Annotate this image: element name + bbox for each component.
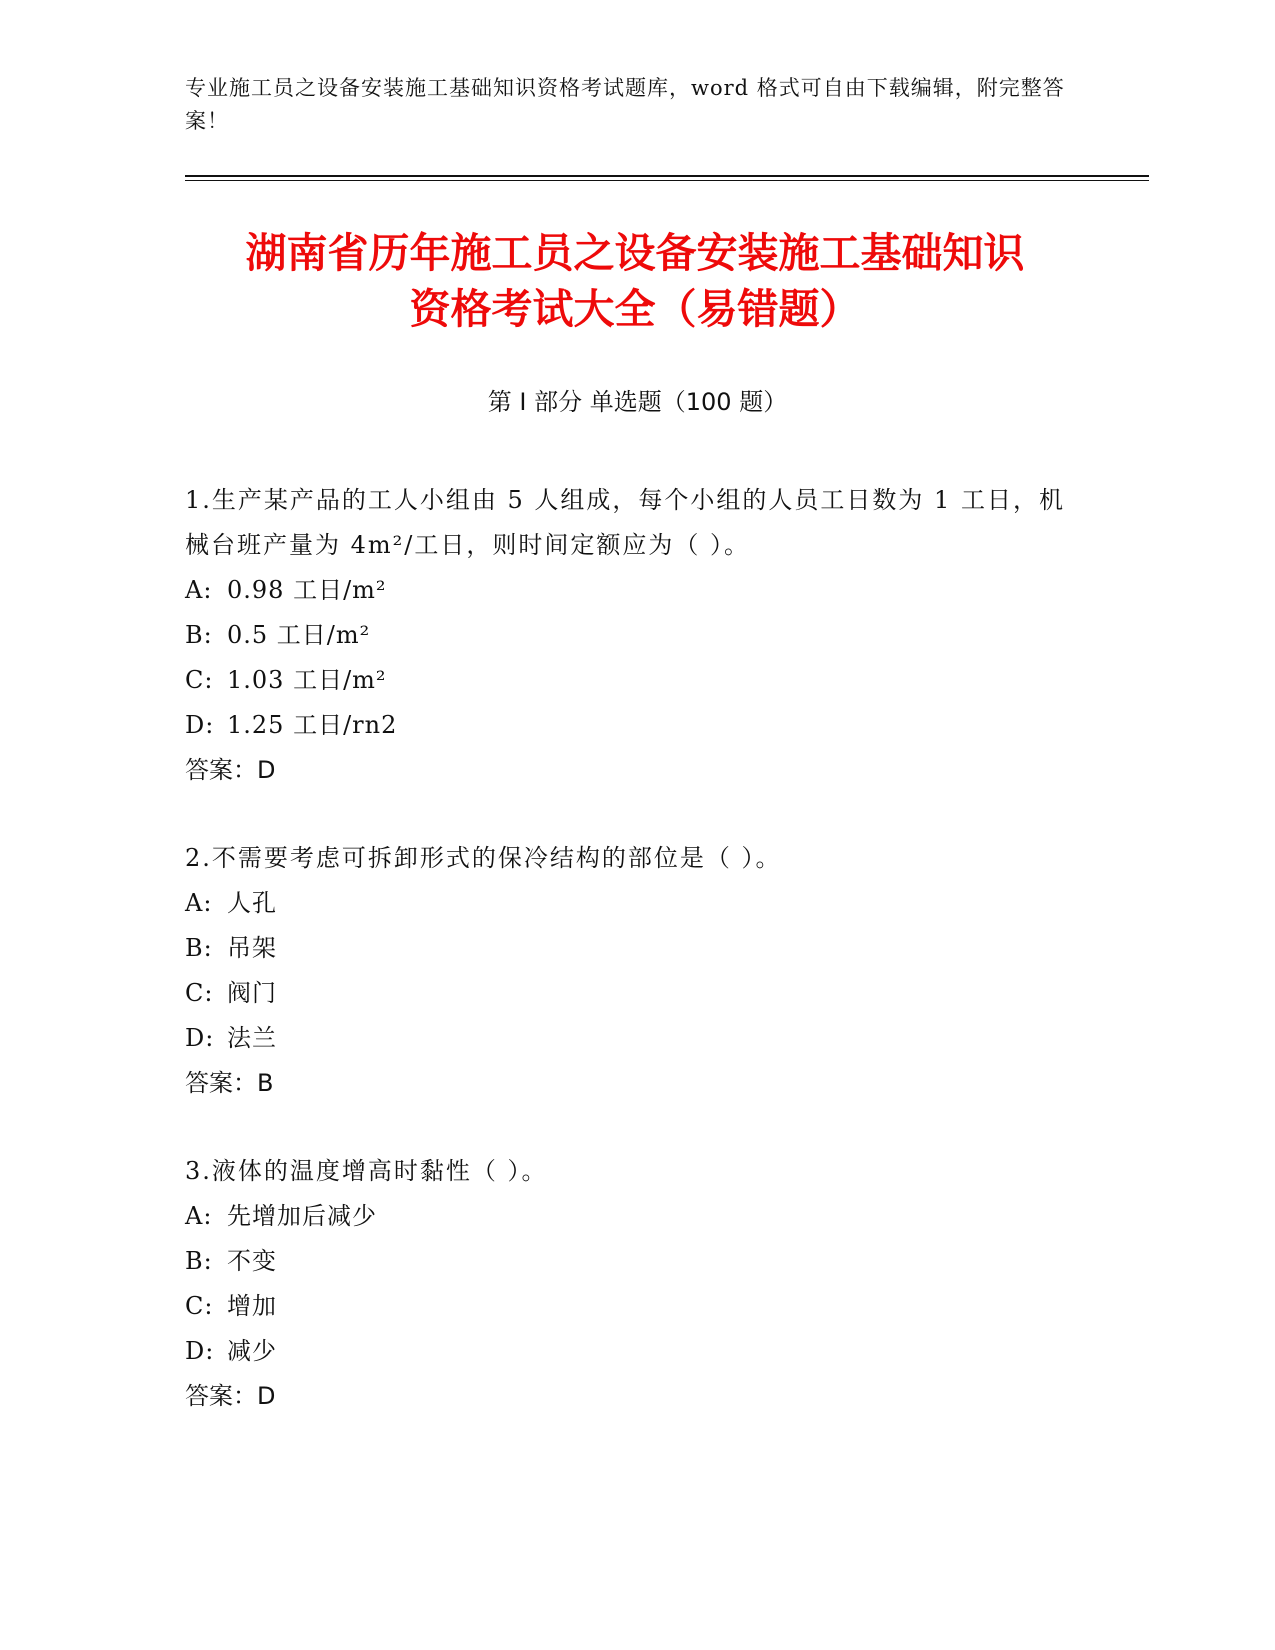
option-letter: A: [185, 1202, 213, 1230]
option-d [185, 1329, 1065, 1374]
option-letter: C: [185, 979, 214, 1007]
option-b [185, 1239, 1065, 1284]
answer-line: 答案：B [185, 1069, 274, 1097]
option-text: 1.25 工日/rn2 [227, 711, 398, 739]
option-letter: A: [185, 889, 213, 917]
answer-line: 答案：D [185, 1382, 276, 1410]
option-text: 0.5 工日/m² [227, 621, 371, 649]
option-a [185, 881, 1065, 926]
document-title-line2: 资格考试大全（易错题） [409, 285, 861, 333]
question-item [185, 478, 1065, 793]
document-title-line1: 湖南省历年施工员之设备安装施工基础知识 [245, 229, 1025, 277]
option-c [185, 1284, 1065, 1329]
option-letter: D: [185, 1337, 215, 1365]
option-text: 阀门 [227, 979, 277, 1007]
answer-line: 答案：D [185, 756, 276, 784]
option-b [185, 926, 1065, 971]
header-divider-thick [185, 175, 1149, 177]
header-divider-thin [185, 180, 1149, 181]
option-text: 1.03 工日/m² [227, 666, 387, 694]
option-d [185, 1016, 1065, 1061]
option-b [185, 613, 1065, 658]
option-text: 人孔 [227, 889, 277, 917]
option-d [185, 703, 1065, 748]
option-text: 0.98 工日/m² [227, 576, 387, 604]
option-letter: D: [185, 1024, 215, 1052]
option-letter: A: [185, 576, 213, 604]
option-a [185, 568, 1065, 613]
option-text: 法兰 [227, 1024, 277, 1052]
question-stem: 3.液体的温度增高时黏性（ ）。 [185, 1157, 548, 1185]
question-item [185, 836, 1065, 1106]
option-text: 增加 [227, 1292, 277, 1320]
option-text: 减少 [227, 1337, 277, 1365]
option-letter: B: [185, 1247, 213, 1275]
option-text: 不变 [227, 1247, 277, 1275]
question-list [185, 478, 1065, 1462]
option-letter: C: [185, 1292, 214, 1320]
section-title: 第 I 部分 单选题（100 题） [487, 388, 788, 416]
option-letter: D: [185, 711, 215, 739]
option-letter: C: [185, 666, 214, 694]
option-text: 吊架 [227, 934, 277, 962]
option-c [185, 971, 1065, 1016]
document-title [140, 225, 1130, 337]
option-c [185, 658, 1065, 703]
question-stem: 2.不需要考虑可拆卸形式的保冷结构的部位是（ ）。 [185, 844, 782, 872]
option-a [185, 1194, 1065, 1239]
header-note: 专业施工员之设备安装施工基础知识资格考试题库，word 格式可自由下载编辑，附完整答案！ [185, 76, 1065, 133]
question-stem: 1.生产某产品的工人小组由 5 人组成，每个小组的人员工日数为 1 工日，机械台班产量为 4m²/工日，则时间定额应为（ ）。 [185, 486, 1065, 559]
option-text: 先增加后减少 [227, 1202, 377, 1230]
option-letter: B: [185, 934, 213, 962]
option-letter: B: [185, 621, 213, 649]
question-item [185, 1149, 1065, 1419]
